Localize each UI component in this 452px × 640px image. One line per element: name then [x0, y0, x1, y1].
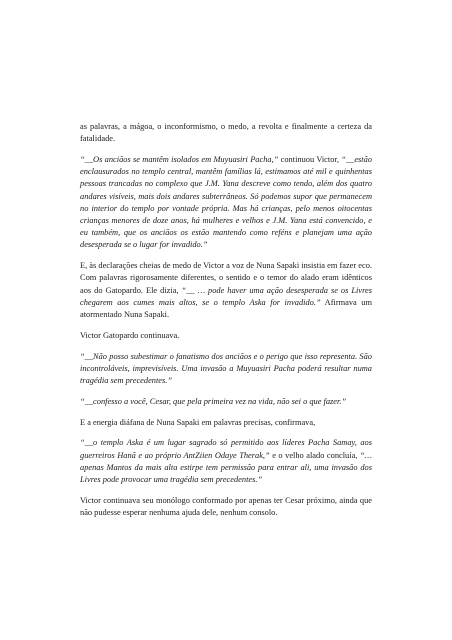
quote-text: “__estão enclausurados no templo central, mantêm famílias lá, estimamos até mil e quinhentas pessoas trancadas no complexo que J.M. Yana descreve como tendo, além dos quatro andares visíveis, mais dois andares subterrâneos. Só podemos supor que permanecem no interior do templo por vontade própria. Mas há crianças, pelo menos oitocentas crianças menores de doze anos, há mulheres e velhos e J.M. Yana está convencido, e eu também, que os anciãos os estão mantendo como reféns e planejam uma ação desesperada se o lugar for invadido.”: [80, 155, 372, 250]
paragraph-text: continuou Victor,: [278, 155, 342, 164]
paragraph: [80, 154, 372, 252]
quote-text: “…apenas Mantos da mais alta estirpe tem permissão para entrar ali, uma invasão dos Livres pode provocar uma tragédia sem precedentes.”: [80, 450, 372, 485]
paragraph: [80, 121, 372, 145]
paragraph-text: Victor continuava seu monólogo conformado por apenas ter Cesar próximo, ainda que não pudesse esperar nenhuma ajuda dele, nenhum consolo.: [80, 495, 372, 518]
paragraph: [80, 495, 372, 519]
quote-text: “__o templo Aska é um lugar sagrado só permitido aos líderes Pacha Samay, aos guerreiros Hanã e ao próprio AntZiien Odaye Therak,”: [80, 438, 372, 460]
paragraph-text: Afirmava um atormentado Nuna Sapaki.: [80, 297, 372, 320]
paragraph: [80, 351, 372, 388]
paragraph-text: Victor Gatopardo continuava.: [80, 330, 180, 340]
paragraph: [80, 260, 372, 321]
quote-text: “__Os anciãos se mantêm isolados em Muyuasiri Pacha,”: [80, 155, 279, 164]
paragraph: [80, 417, 372, 429]
body-text: [80, 121, 372, 528]
paragraph-text: E a energia diáfana de Nuna Sapaki em palavras precisas, confirmava,: [80, 417, 316, 427]
paragraph-text: e o velho alado concluía,: [269, 450, 360, 460]
paragraph: [80, 437, 372, 486]
paragraph: [80, 330, 372, 342]
paragraph-text: E, às declarações cheias de medo de Victor a voz de Nuna Sapaki insistia em fazer eco. Com palavras rigorosamente diferentes, o sentido e o temor do alado eram idênticos aos do Gatopardo. Ele dizia,: [80, 261, 372, 295]
quote-text: “__ … pode haver uma ação desesperada se os Livres chegarem aos cumes mais altos, se o templo Aska for invadido.”: [80, 285, 372, 307]
paragraph-text: as palavras, a mágoa, o inconformismo, o medo, a revolta e finalmente a certeza da fatalidade.: [80, 122, 372, 144]
quote-text: “__confesso a você, Cesar, que pela primeira vez na vida, não sei o que fazer.”: [80, 396, 347, 406]
paragraph: [80, 396, 372, 408]
quote-text: “__Não posso subestimar o fanatismo dos anciãos e o perigo que isso representa. São incontroláveis, imprevisíveis. Uma invasão a Muyuasiri Pacha poderá resultar numa tragédia sem precedentes.”: [80, 351, 372, 386]
